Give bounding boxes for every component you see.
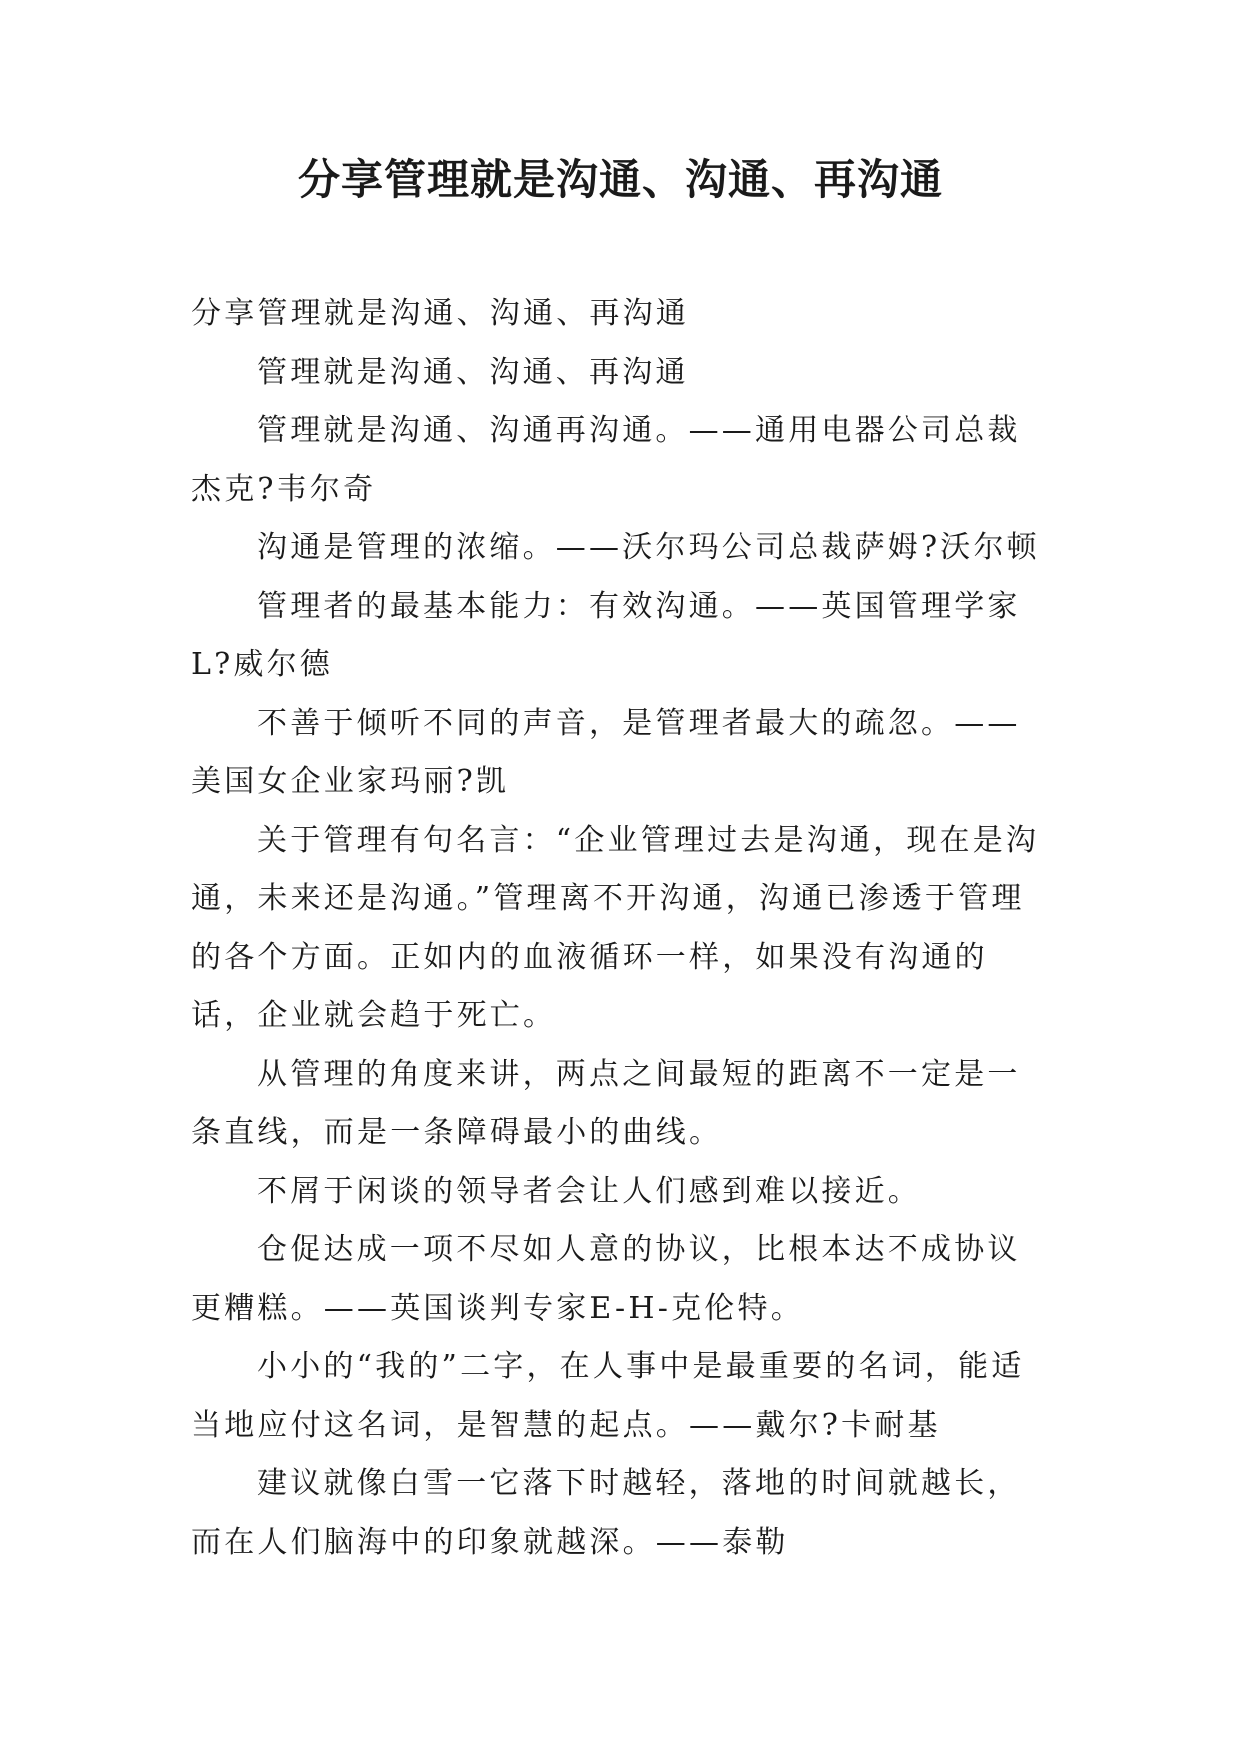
document-body xyxy=(191,285,1051,1572)
paragraph: 不善于倾听不同的声音，是管理者最大的疏忽。——美国女企业家玛丽?凯 xyxy=(191,705,1021,799)
paragraph: 小小的“我的”二字，在人事中是最重要的名词，能适当地应付这名词，是智慧的起点。——戴尔?卡耐基 xyxy=(191,1349,1025,1443)
paragraph: 管理者的最基本能力：有效沟通。——英国管理学家L?威尔德 xyxy=(191,588,1021,682)
paragraph: 关于管理有句名言：“企业管理过去是沟通，现在是沟通，未来还是沟通。”管理离不开沟通，沟通已渗透于管理的各个方面。正如内的血液循环一样，如果没有沟通的话，企业就会趋于死亡。 xyxy=(191,822,1040,1033)
paragraph: 沟通是管理的浓缩。——沃尔玛公司总裁萨姆?沃尔顿 xyxy=(257,530,1040,565)
document-title: 分享管理就是沟通、沟通、再沟通 xyxy=(297,155,943,204)
paragraph: 分享管理就是沟通、沟通、再沟通 xyxy=(191,296,689,331)
paragraph: 建议就像白雪一它落下时越轻，落地的时间就越长，而在人们脑海中的印象就越深。——泰勒 xyxy=(191,1466,1021,1560)
paragraph: 管理就是沟通、沟通再沟通。——通用电器公司总裁杰克?韦尔奇 xyxy=(191,413,1021,507)
paragraph: 仓促达成一项不尽如人意的协议，比根本达不成协议更糟糕。——英国谈判专家E-H-克伦特。 xyxy=(191,1232,1021,1326)
paragraph: 不屑于闲谈的领导者会让人们感到难以接近。 xyxy=(257,1173,921,1209)
paragraph: 从管理的角度来讲，两点之间最短的距离不一定是一条直线，而是一条障碍最小的曲线。 xyxy=(191,1056,1021,1150)
paragraph: 管理就是沟通、沟通、再沟通 xyxy=(257,354,689,390)
